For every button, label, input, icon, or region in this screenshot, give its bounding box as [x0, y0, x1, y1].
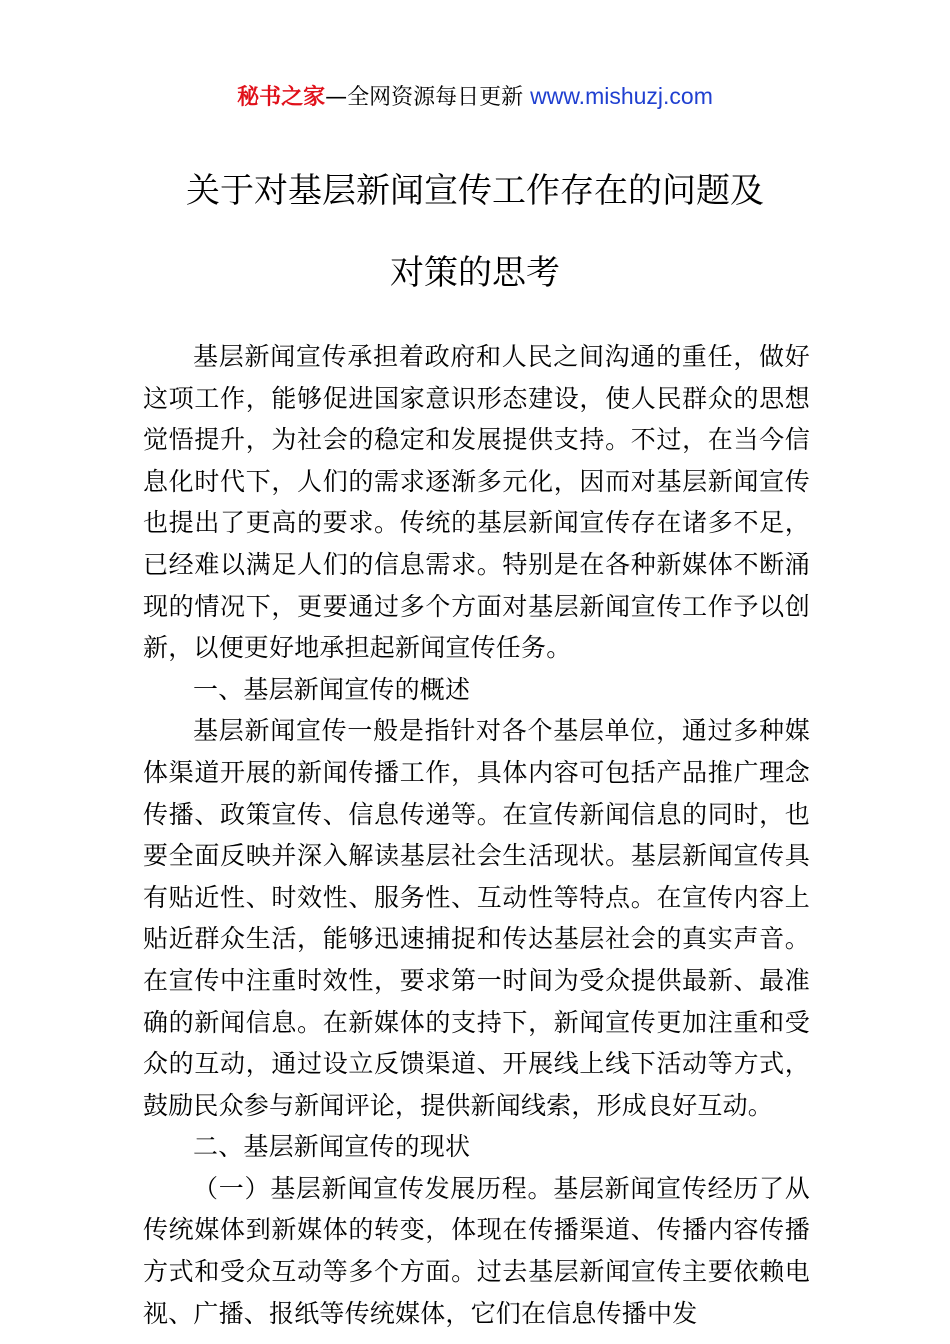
- site-url-link[interactable]: www.mishuzj.com: [530, 83, 713, 109]
- paragraph-intro: 基层新闻宣传承担着政府和人民之间沟通的重任，做好这项工作，能够促进国家意识形态建设，使人民群众的思想觉悟提升，为社会的稳定和发展提供支持。不过，在当今信息化时代下，人们的需求逐渐多元化，因而对基层新闻宣传也提出了更高的要求。传统的基层新闻宣传存在诸多不足，已经难以满足人们的信息需求。特别是在各种新媒体不断涌现的情况下，更要通过多个方面对基层新闻宣传工作予以创新，以便更好地承担起新闻宣传任务。: [143, 342, 810, 663]
- document-title: [120, 150, 830, 314]
- title-line-2: 对策的思考: [390, 253, 560, 293]
- paragraph-history: （一）基层新闻宣传发展历程。基层新闻宣传经历了从传统媒体到新媒体的转变，体现在传播渠道、传播内容传播方式和受众互动等多个方面。过去基层新闻宣传主要依赖电视、广播、报纸等传统媒体，它们在信息传播中发: [143, 1173, 810, 1328]
- title-line-1: 关于对基层新闻宣传工作存在的问题及: [186, 171, 764, 211]
- section-heading-1: 一、基层新闻宣传的概述: [193, 674, 471, 704]
- section-heading-2: 二、基层新闻宣传的现状: [193, 1132, 471, 1162]
- document-body: [143, 336, 810, 1334]
- site-tagline: —全网资源每日更新: [325, 85, 531, 110]
- site-header: [0, 80, 950, 114]
- paragraph-overview: 基层新闻宣传一般是指针对各个基层单位，通过多种媒体渠道开展的新闻传播工作，具体内容可包括产品推广理念传播、政策宣传、信息传递等。在宣传新闻信息的同时，也要全面反映并深入解读基层社会生活现状。基层新闻宣传具有贴近性、时效性、服务性、互动性等特点。在宣传内容上贴近群众生活，能够迅速捕捉和传达基层社会的真实声音。在宣传中注重时效性，要求第一时间为受众提供最新、最准确的新闻信息。在新媒体的支持下，新闻宣传更加注重和受众的互动，通过设立反馈渠道、开展线上线下活动等方式，鼓励民众参与新闻评论，提供新闻线索，形成良好互动。: [143, 716, 810, 1120]
- site-brand: 秘书之家: [237, 85, 326, 110]
